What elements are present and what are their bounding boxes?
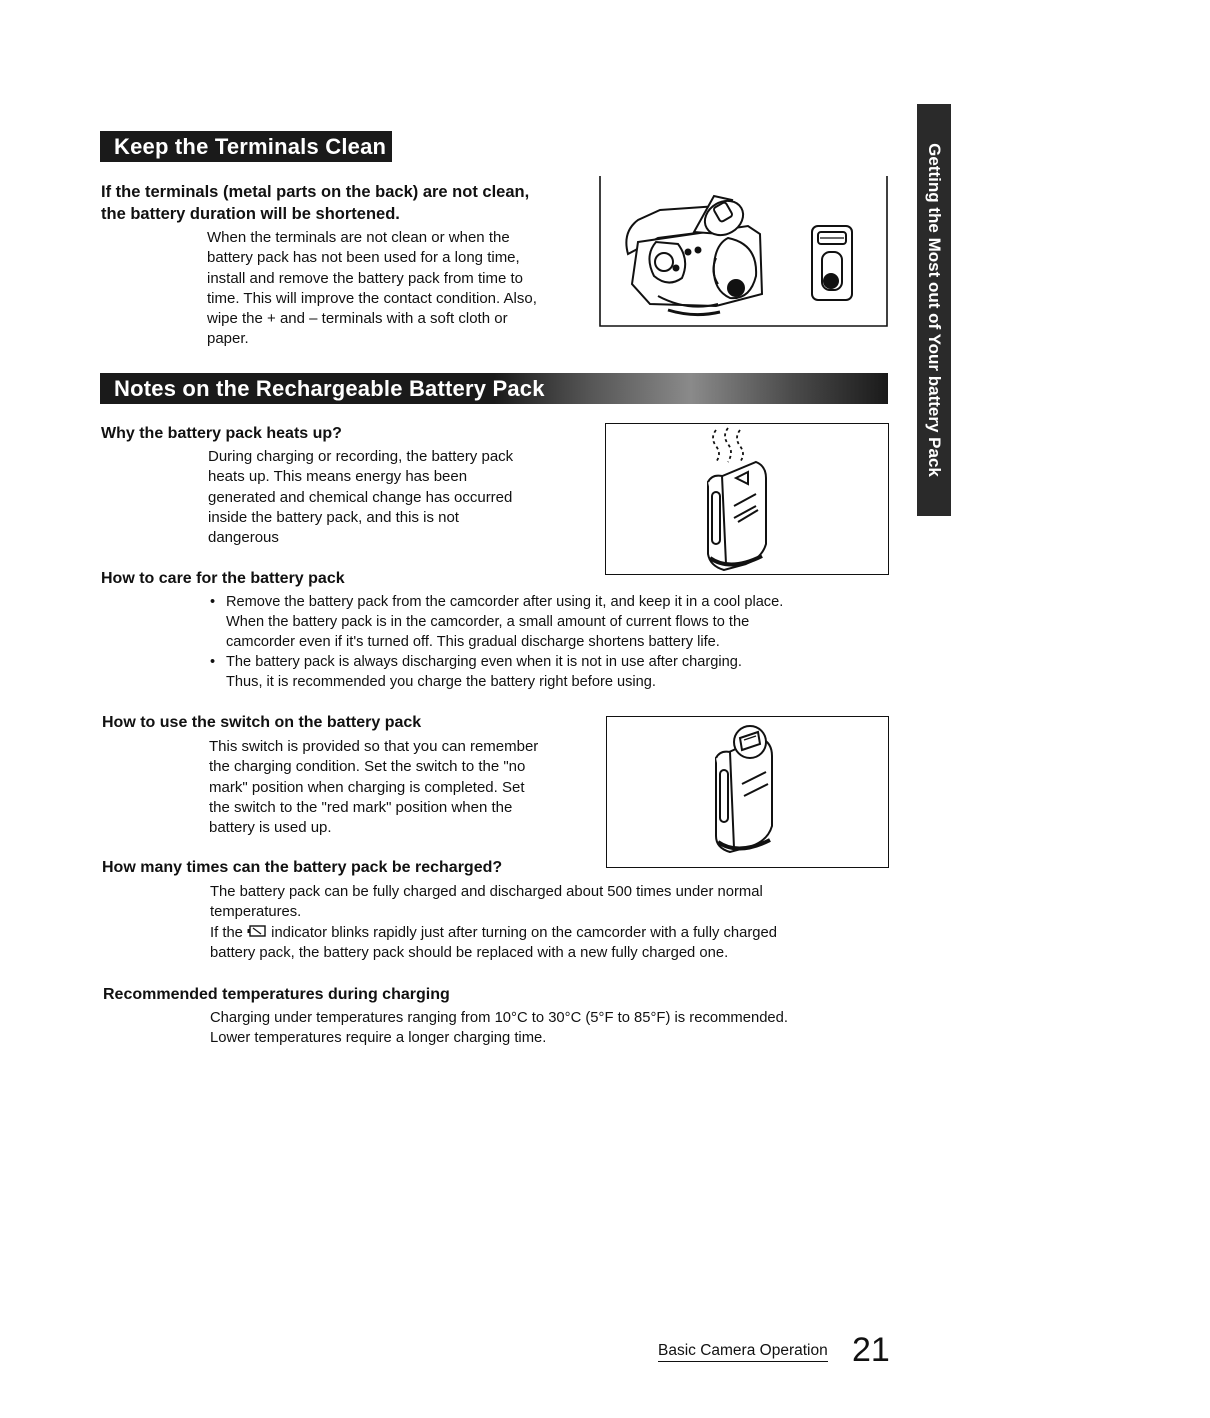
body-line: battery pack, the battery pack should be replaced with a new fully charged one. (210, 944, 729, 961)
recharge-heading: How many times can the battery pack be recharged? (102, 859, 503, 876)
body-line: temperatures. (210, 904, 302, 921)
switch-body (209, 737, 538, 838)
bullet-line: When the battery pack is in the camcorder, a small amount of current flows to the (226, 614, 750, 630)
body-line: mark" position when charging is completed. Set (209, 778, 525, 796)
heat-figure (690, 426, 800, 572)
recharge-body (210, 882, 777, 963)
body-line: This switch is provided so that you can remember (209, 738, 539, 755)
banner-title: Keep the Terminals Clean (114, 134, 387, 159)
body-line: wipe the + and – terminals with a soft cloth or (207, 310, 508, 328)
bullet-line: camcorder even if it's turned off. This gradual discharge shortens battery life. (226, 634, 720, 650)
body-line (210, 923, 777, 943)
battery-empty-indicator-icon (247, 925, 267, 937)
temps-body (210, 1008, 788, 1049)
banner-title: Notes on the Rechargeable Battery Pack (114, 376, 545, 401)
body-line: time. This will improve the contact condition. Also, (207, 289, 537, 307)
battery-pack-illustration (708, 462, 766, 570)
body-line: During charging or recording, the battery pack (208, 448, 514, 465)
heats-body (208, 447, 513, 548)
bullet-line: • The battery pack is always discharging even when it is not in use after charging. (226, 654, 742, 670)
heats-heading: Why the battery pack heats up? (101, 425, 342, 442)
body-text: If the (210, 924, 243, 941)
care-heading: How to care for the battery pack (101, 570, 345, 587)
body-text: indicator blinks rapidly just after turning on the camcorder with a fully charged (271, 924, 777, 941)
lead-line: If the terminals (metal parts on the back) are not clean, (101, 183, 530, 201)
body-line: battery is used up. (209, 819, 332, 837)
care-bullets (208, 592, 783, 692)
switch-figure (700, 722, 800, 860)
heat-waves-icon (713, 428, 743, 462)
body-line: paper. (207, 330, 249, 348)
body-line: heats up. This means energy has been (208, 468, 468, 486)
section-banner-terminals (100, 131, 392, 162)
body-line: install and remove the battery pack from time to (207, 269, 523, 287)
section-banner-notes (100, 373, 888, 404)
body-line: battery pack has not been used for a long time, (207, 249, 520, 267)
side-tab-label: Getting the Most out of Your battery Pack (925, 143, 944, 477)
side-tab (917, 104, 951, 516)
bullet-line: Thus, it is recommended you charge the battery right before using. (226, 674, 656, 690)
body-line: When the terminals are not clean or when the (207, 229, 510, 246)
temps-heading: Recommended temperatures during charging (103, 986, 450, 1003)
body-line: generated and chemical change has occurred (208, 488, 513, 506)
camcorder-figure (598, 172, 890, 328)
body-line: inside the battery pack, and this is not (208, 508, 459, 526)
lead-line: the battery duration will be shortened. (101, 205, 400, 223)
list-item (208, 592, 783, 652)
page-number: 21 (852, 1331, 890, 1369)
battery-pack-illustration (716, 726, 772, 852)
body-line: Lower temperatures require a longer charging time. (210, 1030, 547, 1047)
body-line: dangerous (208, 529, 279, 547)
body-line: the switch to the "red mark" position when the (209, 798, 513, 816)
body-line: the charging condition. Set the switch to the "no (209, 758, 526, 776)
bullet-line: • Remove the battery pack from the camcorder after using it, and keep it in a cool place. (226, 594, 784, 610)
footer-section-label: Basic Camera Operation (658, 1342, 828, 1362)
list-item (208, 652, 783, 692)
body-line: Charging under temperatures ranging from 10°C to 30°C (5°F to 85°F) is recommended. (210, 1010, 788, 1026)
body-line: The battery pack can be fully charged and discharged about 500 times under normal (210, 884, 763, 900)
terminals-body (207, 228, 537, 350)
switch-heading: How to use the switch on the battery pack (102, 714, 422, 731)
terminals-lead (101, 181, 529, 225)
